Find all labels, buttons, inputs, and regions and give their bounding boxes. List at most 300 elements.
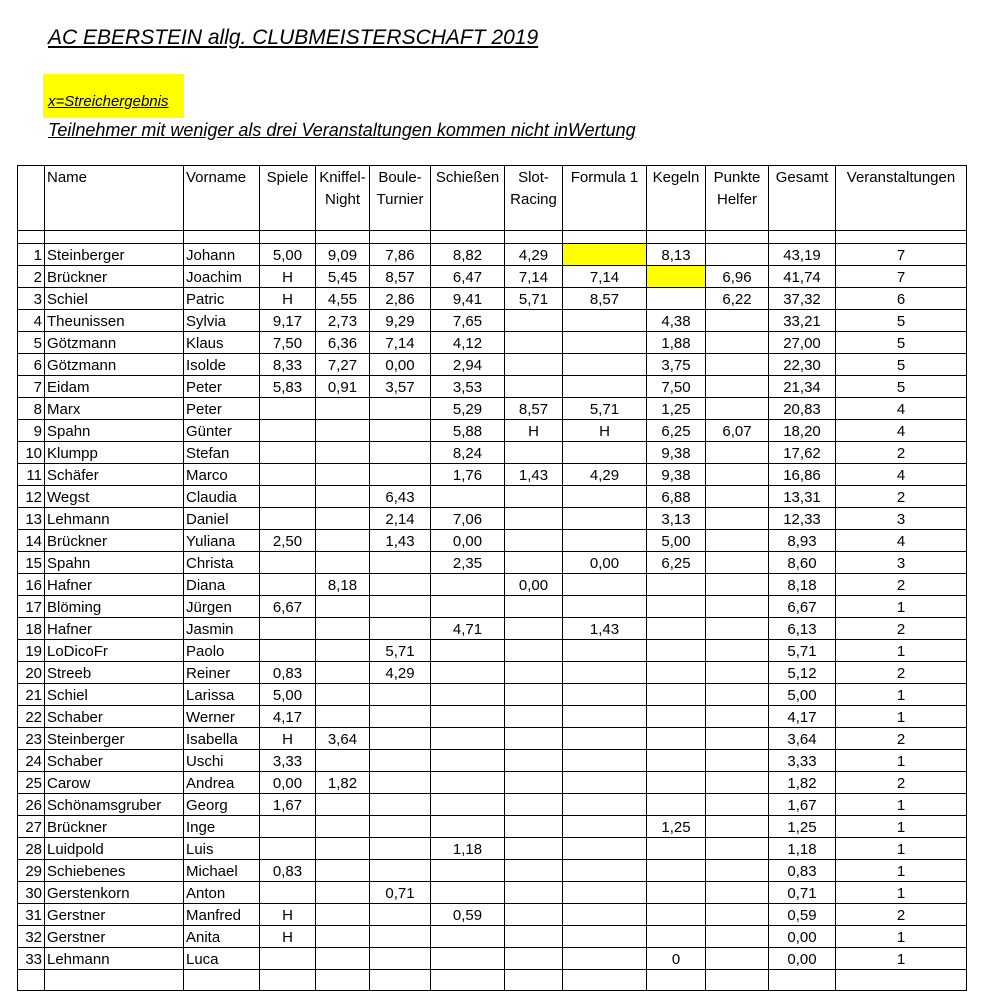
cell-schiessen: [431, 882, 505, 904]
cell-schiessen: 1,18: [431, 838, 505, 860]
cell-gesamt: 5,71: [769, 640, 836, 662]
cell-kniffel: [316, 552, 370, 574]
cell-veranst: 2: [836, 662, 967, 684]
header-formula: Formula 1: [563, 166, 647, 231]
cell-nr: 30: [18, 882, 45, 904]
table-row: [18, 728, 967, 750]
cell-gesamt: 1,25: [769, 816, 836, 838]
cell-slot: [505, 530, 563, 552]
cell-spiele: 3,33: [260, 750, 316, 772]
cell-name: Marx: [45, 398, 184, 420]
cell-formula: [563, 926, 647, 948]
cell-name: Carow: [45, 772, 184, 794]
cell-kegeln: 8,13: [647, 244, 706, 266]
empty-cell: [260, 970, 316, 991]
cell-vorname: Günter: [184, 420, 260, 442]
table-row: [18, 684, 967, 706]
cell-nr: 11: [18, 464, 45, 486]
cell-vorname: Uschi: [184, 750, 260, 772]
cell-helfer: [706, 794, 769, 816]
spacer-cell: [431, 231, 505, 244]
cell-kegeln: 9,38: [647, 442, 706, 464]
cell-kegeln: [647, 618, 706, 640]
cell-vorname: Manfred: [184, 904, 260, 926]
cell-spiele: 4,17: [260, 706, 316, 728]
cell-kegeln: 6,25: [647, 552, 706, 574]
cell-slot: [505, 728, 563, 750]
cell-schiessen: 8,24: [431, 442, 505, 464]
header-nr: [18, 166, 45, 231]
cell-helfer: [706, 442, 769, 464]
cell-gesamt: 4,17: [769, 706, 836, 728]
cell-formula: [563, 596, 647, 618]
cell-kegeln: [647, 684, 706, 706]
cell-spiele: 0,83: [260, 860, 316, 882]
cell-kniffel: [316, 948, 370, 970]
cell-kegeln: [647, 838, 706, 860]
cell-kegeln: 1,88: [647, 332, 706, 354]
cell-formula: [563, 310, 647, 332]
cell-vorname: Michael: [184, 860, 260, 882]
empty-cell: [316, 970, 370, 991]
table-row: [18, 354, 967, 376]
cell-slot: [505, 486, 563, 508]
cell-formula: [563, 574, 647, 596]
cell-schiessen: [431, 706, 505, 728]
cell-helfer: [706, 816, 769, 838]
cell-gesamt: 0,83: [769, 860, 836, 882]
cell-vorname: Jürgen: [184, 596, 260, 618]
cell-kniffel: [316, 882, 370, 904]
cell-nr: 10: [18, 442, 45, 464]
cell-spiele: [260, 948, 316, 970]
header-kniffel: Kniffel- Night: [316, 166, 370, 231]
cell-nr: 18: [18, 618, 45, 640]
cell-slot: [505, 816, 563, 838]
cell-schiessen: 2,35: [431, 552, 505, 574]
cell-helfer: 6,22: [706, 288, 769, 310]
cell-kniffel: [316, 860, 370, 882]
cell-schiessen: 6,47: [431, 266, 505, 288]
cell-helfer: [706, 398, 769, 420]
cell-slot: [505, 376, 563, 398]
cell-slot: [505, 904, 563, 926]
header-schiessen: Schießen: [431, 166, 505, 231]
table-row: [18, 244, 967, 266]
cell-kegeln: [647, 794, 706, 816]
empty-footer-row: [18, 970, 967, 991]
cell-veranst: 1: [836, 794, 967, 816]
empty-cell: [505, 970, 563, 991]
cell-helfer: [706, 618, 769, 640]
cell-nr: 31: [18, 904, 45, 926]
cell-gesamt: 5,00: [769, 684, 836, 706]
cell-vorname: Reiner: [184, 662, 260, 684]
cell-gesamt: 17,62: [769, 442, 836, 464]
cell-veranst: 1: [836, 860, 967, 882]
cell-name: Hafner: [45, 574, 184, 596]
spacer-cell: [370, 231, 431, 244]
cell-formula: [563, 860, 647, 882]
cell-name: Wegst: [45, 486, 184, 508]
cell-gesamt: 21,34: [769, 376, 836, 398]
cell-veranst: 2: [836, 442, 967, 464]
cell-veranst: 1: [836, 706, 967, 728]
cell-gesamt: 27,00: [769, 332, 836, 354]
cell-schiessen: 0,00: [431, 530, 505, 552]
table-row: [18, 750, 967, 772]
cell-name: Blöming: [45, 596, 184, 618]
cell-gesamt: 0,00: [769, 926, 836, 948]
cell-boule: [370, 442, 431, 464]
cell-kegeln: 4,38: [647, 310, 706, 332]
cell-kniffel: [316, 618, 370, 640]
cell-helfer: [706, 684, 769, 706]
cell-formula: [563, 750, 647, 772]
cell-schiessen: [431, 772, 505, 794]
cell-slot: [505, 750, 563, 772]
cell-vorname: Peter: [184, 398, 260, 420]
header-name: Name: [45, 166, 184, 231]
cell-veranst: 1: [836, 684, 967, 706]
cell-veranst: 1: [836, 816, 967, 838]
cell-nr: 29: [18, 860, 45, 882]
cell-schiessen: [431, 662, 505, 684]
cell-kniffel: [316, 442, 370, 464]
table-row: [18, 772, 967, 794]
cell-helfer: [706, 640, 769, 662]
cell-kniffel: [316, 508, 370, 530]
header-veranst: Veranstaltungen: [836, 166, 967, 231]
cell-nr: 20: [18, 662, 45, 684]
cell-gesamt: 12,33: [769, 508, 836, 530]
cell-gesamt: 8,60: [769, 552, 836, 574]
header-helfer: Punkte Helfer: [706, 166, 769, 231]
cell-kniffel: [316, 750, 370, 772]
table-row: [18, 574, 967, 596]
cell-veranst: 1: [836, 596, 967, 618]
cell-formula: [563, 816, 647, 838]
cell-spiele: 5,83: [260, 376, 316, 398]
cell-veranst: 5: [836, 332, 967, 354]
cell-schiessen: 7,06: [431, 508, 505, 530]
cell-formula: [563, 442, 647, 464]
cell-nr: 28: [18, 838, 45, 860]
cell-name: Schäfer: [45, 464, 184, 486]
cell-name: Spahn: [45, 420, 184, 442]
cell-slot: [505, 442, 563, 464]
cell-spiele: H: [260, 266, 316, 288]
empty-cell: [184, 970, 260, 991]
cell-gesamt: 43,19: [769, 244, 836, 266]
cell-kniffel: 9,09: [316, 244, 370, 266]
cell-schiessen: 7,65: [431, 310, 505, 332]
cell-spiele: [260, 882, 316, 904]
cell-name: Hafner: [45, 618, 184, 640]
cell-boule: 2,86: [370, 288, 431, 310]
cell-boule: [370, 398, 431, 420]
header-gesamt: Gesamt: [769, 166, 836, 231]
cell-vorname: Johann: [184, 244, 260, 266]
cell-schiessen: 4,71: [431, 618, 505, 640]
cell-kegeln: [647, 860, 706, 882]
cell-kegeln: [647, 882, 706, 904]
cell-spiele: 1,67: [260, 794, 316, 816]
table-row: [18, 662, 967, 684]
empty-cell: [18, 970, 45, 991]
cell-kegeln: 5,00: [647, 530, 706, 552]
cell-gesamt: 0,00: [769, 948, 836, 970]
cell-veranst: 5: [836, 354, 967, 376]
cell-nr: 24: [18, 750, 45, 772]
cell-slot: 1,43: [505, 464, 563, 486]
cell-boule: [370, 684, 431, 706]
table-row: [18, 508, 967, 530]
header-spacer-row: [18, 231, 967, 244]
cell-formula: 1,43: [563, 618, 647, 640]
cell-helfer: [706, 354, 769, 376]
cell-helfer: [706, 486, 769, 508]
cell-veranst: 2: [836, 904, 967, 926]
cell-boule: [370, 926, 431, 948]
cell-spiele: H: [260, 288, 316, 310]
cell-spiele: [260, 552, 316, 574]
cell-kegeln: 1,25: [647, 398, 706, 420]
cell-vorname: Claudia: [184, 486, 260, 508]
cell-name: Steinberger: [45, 244, 184, 266]
cell-schiessen: [431, 794, 505, 816]
cell-nr: 16: [18, 574, 45, 596]
cell-kniffel: [316, 838, 370, 860]
table-row: [18, 486, 967, 508]
cell-slot: [505, 310, 563, 332]
cell-nr: 19: [18, 640, 45, 662]
cell-name: Schiebenes: [45, 860, 184, 882]
cell-slot: [505, 354, 563, 376]
table-row: [18, 420, 967, 442]
cell-boule: [370, 728, 431, 750]
cell-boule: [370, 706, 431, 728]
cell-boule: 2,14: [370, 508, 431, 530]
cell-spiele: 0,00: [260, 772, 316, 794]
cell-veranst: 4: [836, 420, 967, 442]
spacer-cell: [647, 231, 706, 244]
cell-slot: [505, 882, 563, 904]
cell-kniffel: [316, 640, 370, 662]
cell-nr: 23: [18, 728, 45, 750]
cell-kniffel: [316, 904, 370, 926]
cell-nr: 4: [18, 310, 45, 332]
cell-spiele: H: [260, 728, 316, 750]
cell-vorname: Anton: [184, 882, 260, 904]
cell-kegeln: 9,38: [647, 464, 706, 486]
table-row: [18, 398, 967, 420]
cell-helfer: [706, 244, 769, 266]
cell-formula: H: [563, 420, 647, 442]
cell-name: Schaber: [45, 750, 184, 772]
cell-name: Brückner: [45, 530, 184, 552]
cell-formula: 7,14: [563, 266, 647, 288]
cell-nr: 21: [18, 684, 45, 706]
table-row: [18, 882, 967, 904]
cell-slot: 5,71: [505, 288, 563, 310]
empty-cell: [769, 970, 836, 991]
cell-helfer: [706, 948, 769, 970]
cell-slot: [505, 684, 563, 706]
spacer-cell: [769, 231, 836, 244]
cell-formula: [563, 354, 647, 376]
cell-boule: [370, 860, 431, 882]
cell-kniffel: [316, 684, 370, 706]
cell-formula: 8,57: [563, 288, 647, 310]
cell-formula: [563, 530, 647, 552]
cell-veranst: 2: [836, 728, 967, 750]
empty-cell: [647, 970, 706, 991]
table-row: [18, 332, 967, 354]
cell-kniffel: 5,45: [316, 266, 370, 288]
cell-gesamt: 8,18: [769, 574, 836, 596]
cell-kegeln: [647, 750, 706, 772]
cell-helfer: [706, 662, 769, 684]
cell-helfer: [706, 332, 769, 354]
cell-schiessen: 0,59: [431, 904, 505, 926]
cell-vorname: Anita: [184, 926, 260, 948]
cell-veranst: 4: [836, 464, 967, 486]
cell-vorname: Andrea: [184, 772, 260, 794]
cell-nr: 26: [18, 794, 45, 816]
cell-kegeln: 7,50: [647, 376, 706, 398]
cell-nr: 7: [18, 376, 45, 398]
cell-vorname: Jasmin: [184, 618, 260, 640]
cell-gesamt: 6,13: [769, 618, 836, 640]
cell-helfer: [706, 530, 769, 552]
cell-kniffel: [316, 816, 370, 838]
cell-helfer: [706, 706, 769, 728]
table-row: [18, 596, 967, 618]
cell-schiessen: [431, 684, 505, 706]
cell-name: Luidpold: [45, 838, 184, 860]
cell-kegeln: [647, 926, 706, 948]
cell-helfer: [706, 552, 769, 574]
cell-name: Klumpp: [45, 442, 184, 464]
spacer-cell: [316, 231, 370, 244]
cell-nr: 5: [18, 332, 45, 354]
cell-schiessen: 1,76: [431, 464, 505, 486]
cell-slot: [505, 640, 563, 662]
spacer-cell: [836, 231, 967, 244]
table-row: [18, 464, 967, 486]
cell-kniffel: [316, 662, 370, 684]
cell-vorname: Luca: [184, 948, 260, 970]
spacer-cell: [45, 231, 184, 244]
cell-spiele: [260, 486, 316, 508]
cell-vorname: Joachim: [184, 266, 260, 288]
page-title: AC EBERSTEIN allg. CLUBMEISTERSCHAFT 2019: [48, 26, 539, 49]
cell-schiessen: [431, 816, 505, 838]
cell-slot: [505, 948, 563, 970]
cell-formula: [563, 948, 647, 970]
cell-schiessen: 8,82: [431, 244, 505, 266]
header-boule: Boule- Turnier: [370, 166, 431, 231]
cell-formula: [563, 486, 647, 508]
cell-gesamt: 13,31: [769, 486, 836, 508]
cell-slot: [505, 706, 563, 728]
cell-name: Lehmann: [45, 508, 184, 530]
cell-schiessen: [431, 574, 505, 596]
cell-spiele: [260, 838, 316, 860]
cell-kniffel: [316, 596, 370, 618]
cell-boule: [370, 838, 431, 860]
empty-cell: [706, 970, 769, 991]
cell-boule: 9,29: [370, 310, 431, 332]
cell-slot: [505, 596, 563, 618]
cell-schiessen: 5,88: [431, 420, 505, 442]
cell-kegeln: [647, 640, 706, 662]
cell-formula: 4,29: [563, 464, 647, 486]
cell-gesamt: 0,59: [769, 904, 836, 926]
cell-boule: [370, 772, 431, 794]
cell-kegeln: [647, 662, 706, 684]
cell-schiessen: 4,12: [431, 332, 505, 354]
cell-spiele: [260, 464, 316, 486]
cell-kniffel: 1,82: [316, 772, 370, 794]
cell-gesamt: 22,30: [769, 354, 836, 376]
cell-boule: 3,57: [370, 376, 431, 398]
cell-gesamt: 18,20: [769, 420, 836, 442]
cell-name: Schiel: [45, 684, 184, 706]
cell-schiessen: [431, 860, 505, 882]
cell-vorname: Paolo: [184, 640, 260, 662]
cell-spiele: [260, 508, 316, 530]
cell-name: Götzmann: [45, 332, 184, 354]
cell-name: Götzmann: [45, 354, 184, 376]
cell-nr: 14: [18, 530, 45, 552]
cell-name: Theunissen: [45, 310, 184, 332]
cell-formula: [563, 640, 647, 662]
cell-nr: 12: [18, 486, 45, 508]
legend-streichergebnis: x=Streichergebnis: [43, 74, 184, 118]
cell-kegeln: 3,13: [647, 508, 706, 530]
cell-gesamt: 1,18: [769, 838, 836, 860]
cell-formula: [563, 508, 647, 530]
table-row: [18, 860, 967, 882]
table-row: [18, 310, 967, 332]
cell-slot: [505, 332, 563, 354]
cell-kniffel: [316, 420, 370, 442]
cell-kegeln: [647, 706, 706, 728]
cell-name: Spahn: [45, 552, 184, 574]
table-row: [18, 376, 967, 398]
spacer-cell: [563, 231, 647, 244]
cell-veranst: 2: [836, 574, 967, 596]
cell-slot: 8,57: [505, 398, 563, 420]
cell-kniffel: 4,55: [316, 288, 370, 310]
cell-slot: 0,00: [505, 574, 563, 596]
table-row: [18, 926, 967, 948]
cell-vorname: Peter: [184, 376, 260, 398]
cell-kegeln: [647, 574, 706, 596]
table-row: [18, 948, 967, 970]
cell-kegeln: 3,75: [647, 354, 706, 376]
cell-gesamt: 20,83: [769, 398, 836, 420]
cell-name: Brückner: [45, 266, 184, 288]
cell-kegeln: 0: [647, 948, 706, 970]
cell-kniffel: [316, 486, 370, 508]
cell-name: Gerstenkorn: [45, 882, 184, 904]
cell-veranst: 4: [836, 398, 967, 420]
cell-nr: 33: [18, 948, 45, 970]
cell-name: LoDicoFr: [45, 640, 184, 662]
